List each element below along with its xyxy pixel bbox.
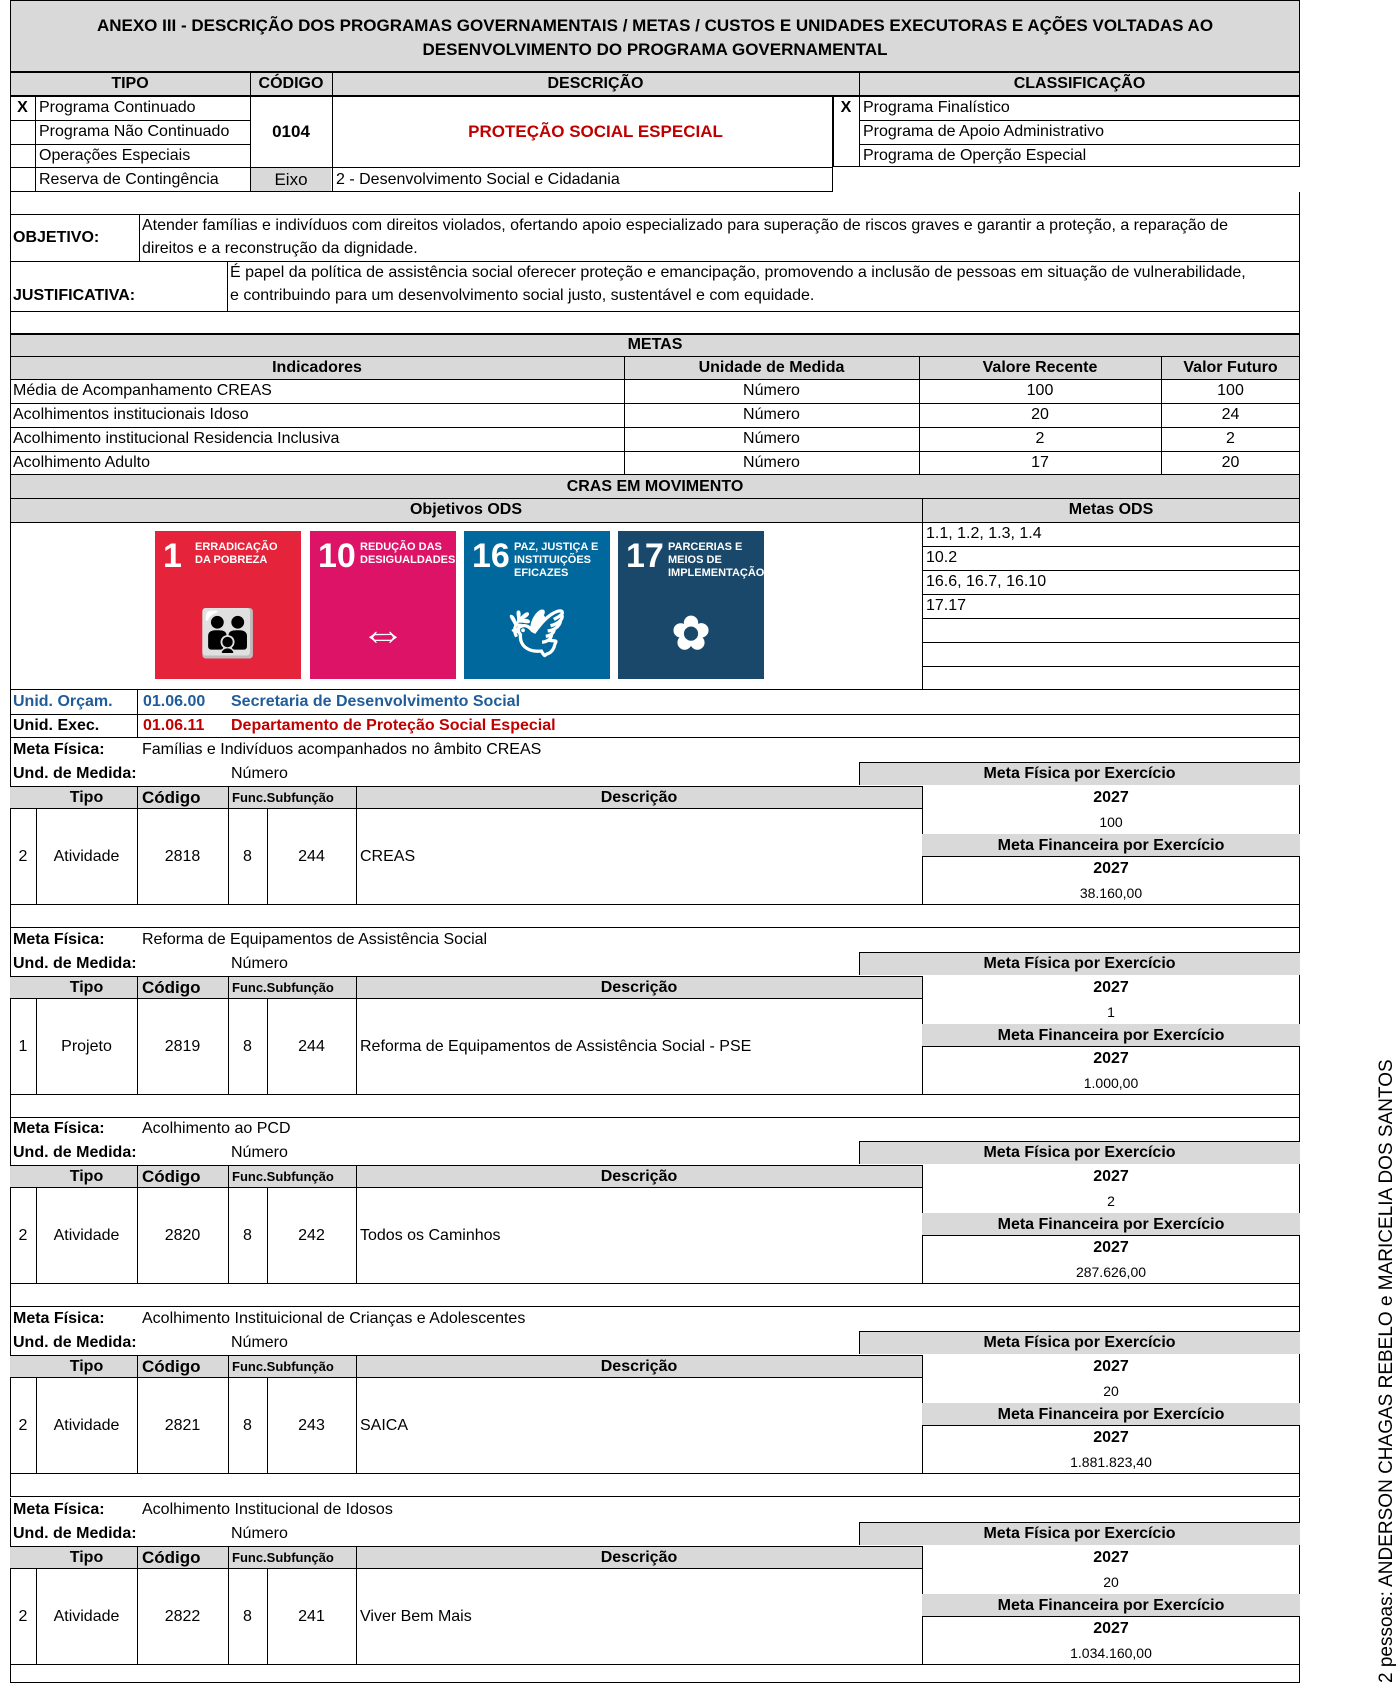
action-tipo: Projeto (61, 1037, 112, 1055)
metas-row-4-indicador: Acolhimento Adulto (13, 454, 150, 471)
meta-financeira-exercicio-label: Meta Financeira por Exercício (997, 836, 1225, 854)
action-codigo: 2819 (164, 1037, 201, 1055)
col-func-sub: Func.Subfunção (232, 980, 334, 995)
meta-fisica-value: Acolhimento Instituicional de Crianças e Adolescentes (142, 1310, 526, 1327)
meta-fisica-label: Meta Física: (13, 931, 105, 948)
meta-financeira-valor: 1.881.823,40 (1070, 1453, 1152, 1470)
action-descricao: Viver Bem Mais (360, 1607, 472, 1625)
unid-orcam-code: 01.06.00 (143, 693, 206, 710)
meta-financeira-valor: 1.000,00 (1083, 1074, 1139, 1091)
family-icon: 👪 (199, 606, 257, 659)
objetivo-line-2: direitos e a reconstrução da dignidade. (142, 240, 418, 257)
sdg-10-number: 10 (318, 537, 356, 575)
justificativa-label: JUSTIFICATIVA: (13, 287, 136, 304)
action-tipo: Atividade (53, 1416, 120, 1434)
class-option-1: Programa Finalístico (863, 99, 1010, 116)
justificativa-line-2: e contribuindo para um desenvolvimento social justo, sustentável e com equidade. (230, 287, 815, 304)
unid-orcam-label: Unid. Orçam. (13, 693, 113, 710)
cras-title: CRAS EM MOVIMENTO (566, 477, 744, 495)
metas-row-3-unidade: Número (743, 430, 800, 447)
col-descricao: Descrição (600, 1548, 678, 1566)
col-tipo: Tipo (69, 1548, 104, 1566)
meta-fisica-valor: 20 (1103, 1574, 1119, 1590)
unid-exec-label: Unid. Exec. (13, 717, 100, 734)
sdg-16-label: PAZ, JUSTIÇA E INSTITUIÇÕES EFICAZES (514, 541, 599, 579)
action-func: 8 (243, 1037, 252, 1055)
sdg-10 (310, 531, 456, 679)
action-tipo: Atividade (53, 1607, 120, 1625)
meta-fisica-exercicio-label: Meta Física por Exercício (983, 955, 1176, 972)
metas-row-1-recente: 100 (1026, 382, 1054, 399)
meta-fisica-label: Meta Física: (13, 1501, 105, 1518)
tipo-mark-1: X (17, 99, 28, 116)
col-codigo: Código (142, 1547, 201, 1567)
sdg-16 (464, 531, 610, 679)
metas-row-2-recente: 20 (1031, 406, 1049, 423)
metas-col-unidade: Unidade de Medida (698, 358, 845, 376)
metas-row-3-indicador: Acolhimento institucional Residencia Inclusiva (13, 430, 340, 447)
action-n: 1 (18, 1037, 28, 1055)
col-descricao: Descrição (600, 978, 678, 996)
action-subfuncao: 244 (298, 1037, 325, 1055)
action-descricao: CREAS (360, 847, 416, 865)
meta-fisica-valor: 20 (1103, 1383, 1119, 1399)
tipo-option-3: Operações Especiais (39, 146, 191, 164)
tipo-mark-2 (10, 120, 35, 144)
unid-exec-code: 01.06.11 (143, 717, 205, 734)
eixo-value: 2 - Desenvolvimento Social e Cidadania (336, 170, 620, 188)
metas-ods-1: 1.1, 1.2, 1.3, 1.4 (926, 525, 1042, 542)
action-codigo: 2822 (164, 1607, 201, 1625)
rings-icon: ✿ (671, 607, 711, 659)
meta-fisica-exercicio-label: Meta Física por Exercício (983, 1144, 1176, 1161)
header-classificacao: CLASSIFICAÇÃO (1013, 75, 1146, 92)
meta-fisica-value: Reforma de Equipamentos de Assistência Social (142, 931, 488, 948)
action-codigo: 2821 (164, 1416, 201, 1434)
title-line-1: ANEXO III - DESCRIÇÃO DOS PROGRAMAS GOVERNAMENTAIS / METAS / CUSTOS E UNIDADES EXECUTORAS E AÇÕES VOLTADAS AO (96, 16, 1214, 35)
tipo-option-1: Programa Continuado (39, 99, 196, 116)
title-block (10, 0, 1300, 72)
tipo-mark-3 (10, 144, 35, 167)
meta-financeira-valor: 1.034.160,00 (1070, 1644, 1152, 1661)
meta-fisica-ano: 2027 (1093, 979, 1129, 996)
metas-col-indicadores: Indicadores (272, 358, 362, 376)
metas-ods-2: 10.2 (926, 549, 958, 566)
und-medida-value: Número (231, 765, 288, 782)
action-n: 2 (18, 1226, 28, 1244)
action-n: 2 (18, 1607, 28, 1625)
equality-icon: ⇔ (360, 607, 406, 659)
meta-financeira-valor: 38.160,00 (1079, 884, 1143, 901)
sdg-1-label: ERRADICAÇÃO DA POBREZA (195, 541, 278, 566)
meta-financeira-ano: 2027 (1093, 860, 1129, 877)
meta-fisica-value: Acolhimento Institucional de Idosos (142, 1501, 393, 1518)
meta-financeira-ano: 2027 (1093, 1620, 1129, 1637)
metas-row-1-indicador: Média de Acompanhamento CREAS (13, 382, 272, 399)
meta-fisica-value: Famílias e Indivíduos acompanhados no âmbito CREAS (142, 741, 542, 758)
meta-fisica-ano: 2027 (1093, 789, 1129, 806)
meta-financeira-exercicio-label: Meta Financeira por Exercício (997, 1596, 1225, 1614)
metas-ods-label: Metas ODS (1068, 501, 1154, 518)
title-line-2: DESENVOLVIMENTO DO PROGRAMA GOVERNAMENTAL (422, 40, 888, 59)
program-name: PROTEÇÃO SOCIAL ESPECIAL (468, 121, 723, 141)
meta-fisica-value: Acolhimento ao PCD (142, 1120, 291, 1137)
sdg-17-number: 17 (626, 537, 664, 575)
col-func-sub: Func.Subfunção (232, 1169, 334, 1184)
und-medida-label: Und. de Medida: (13, 1144, 137, 1161)
und-medida-label: Und. de Medida: (13, 955, 137, 972)
action-subfuncao: 241 (298, 1607, 325, 1625)
und-medida-value: Número (231, 955, 288, 972)
col-descricao: Descrição (600, 1357, 678, 1375)
class-mark-3 (833, 144, 859, 167)
sdg-16-number: 16 (472, 537, 510, 575)
metas-row-2-futuro: 24 (1221, 406, 1240, 423)
action-func: 8 (243, 1416, 252, 1434)
action-codigo: 2818 (164, 847, 201, 865)
col-codigo: Código (142, 1166, 201, 1186)
dove-icon: 🕊 (507, 606, 567, 659)
meta-financeira-ano: 2027 (1093, 1239, 1129, 1256)
metas-ods-3: 16.6, 16.7, 16.10 (926, 573, 1047, 590)
metas-row-3-recente: 2 (1035, 430, 1045, 447)
action-descricao: SAICA (360, 1416, 409, 1434)
col-descricao: Descrição (600, 788, 678, 806)
action-func: 8 (243, 1607, 252, 1625)
col-func-sub: Func.Subfunção (232, 1359, 334, 1374)
objetivo-line-1: Atender famílias e indivíduos com direitos violados, ofertando apoio especializado para superação de riscos graves e garantir a proteção, a reparação de (142, 217, 1228, 234)
meta-financeira-exercicio-label: Meta Financeira por Exercício (997, 1026, 1225, 1044)
action-subfuncao: 242 (298, 1226, 325, 1244)
meta-financeira-ano: 2027 (1093, 1429, 1129, 1446)
meta-financeira-exercicio-label: Meta Financeira por Exercício (997, 1405, 1225, 1423)
action-subfuncao: 243 (298, 1416, 325, 1434)
eixo-label: Eixo (274, 169, 308, 189)
action-tipo: Atividade (53, 1226, 120, 1244)
meta-fisica-valor: 100 (1099, 814, 1123, 830)
action-func: 8 (243, 847, 252, 865)
class-mark-1: X (840, 99, 852, 116)
tipo-option-4: Reserva de Contingência (39, 170, 219, 188)
header-tipo: TIPO (111, 75, 149, 92)
class-mark-2 (833, 120, 859, 144)
col-codigo: Código (142, 977, 201, 997)
action-descricao: Reforma de Equipamentos de Assistência Social - PSE (360, 1037, 752, 1055)
objetivos-ods-label: Objetivos ODS (409, 501, 523, 518)
metas-col-recente: Valore Recente (982, 358, 1098, 376)
und-medida-value: Número (231, 1525, 288, 1542)
und-medida-label: Und. de Medida: (13, 1525, 137, 1542)
col-descricao: Descrição (600, 1167, 678, 1185)
meta-fisica-valor: 1 (1107, 1004, 1115, 1020)
meta-fisica-valor: 2 (1107, 1193, 1115, 1209)
meta-financeira-valor: 287.626,00 (1075, 1263, 1147, 1280)
meta-fisica-exercicio-label: Meta Física por Exercício (983, 1525, 1176, 1542)
und-medida-label: Und. de Medida: (13, 765, 137, 782)
metas-row-2-indicador: Acolhimentos institucionais Idoso (13, 406, 249, 423)
unid-exec-name: Departamento de Proteção Social Especial (231, 717, 556, 734)
col-func-sub: Func.Subfunção (232, 790, 334, 805)
action-subfuncao: 244 (298, 847, 325, 865)
objetivo-label: OBJETIVO: (13, 228, 100, 246)
tipo-mark-4 (10, 167, 35, 192)
metas-row-3-futuro: 2 (1226, 430, 1235, 447)
col-tipo: Tipo (69, 788, 104, 806)
meta-fisica-ano: 2027 (1093, 1358, 1129, 1375)
justificativa-line-1: É papel da política de assistência social oferecer proteção e emancipação, promovendo a inclusão de pessoas em situação de vulnerabilidade, (230, 264, 1246, 281)
header-descricao: DESCRIÇÃO (547, 75, 644, 92)
metas-title: METAS (627, 336, 683, 353)
metas-col-futuro: Valor Futuro (1183, 358, 1278, 376)
metas-row-2-unidade: Número (743, 406, 800, 423)
metas-ods-4: 17.17 (926, 597, 967, 614)
meta-fisica-ano: 2027 (1093, 1549, 1129, 1566)
action-descricao: Todos os Caminhos (360, 1226, 501, 1244)
action-codigo: 2820 (164, 1226, 201, 1244)
sdg-1 (155, 531, 301, 679)
meta-financeira-exercicio-label: Meta Financeira por Exercício (997, 1215, 1225, 1233)
sdg-10-label: REDUÇÃO DAS DESIGUALDADES (360, 541, 456, 566)
col-tipo: Tipo (69, 978, 104, 996)
col-tipo: Tipo (69, 1167, 104, 1185)
metas-row-1-unidade: Número (743, 382, 800, 399)
action-n: 2 (18, 1416, 28, 1434)
meta-fisica-exercicio-label: Meta Física por Exercício (983, 765, 1176, 782)
meta-fisica-exercicio-label: Meta Física por Exercício (983, 1334, 1176, 1351)
meta-fisica-label: Meta Física: (13, 741, 105, 758)
und-medida-label: Und. de Medida: (13, 1334, 137, 1351)
col-func-sub: Func.Subfunção (232, 1550, 334, 1565)
action-tipo: Atividade (53, 847, 120, 865)
class-option-3: Programa de Operção Especial (863, 146, 1087, 164)
metas-row-4-unidade: Número (743, 454, 800, 471)
program-code: 0104 (272, 121, 310, 141)
meta-fisica-ano: 2027 (1093, 1168, 1129, 1185)
metas-row-1-futuro: 100 (1217, 382, 1244, 399)
col-codigo: Código (142, 1356, 201, 1376)
meta-fisica-label: Meta Física: (13, 1120, 105, 1137)
metas-row-4-recente: 17 (1031, 454, 1049, 471)
col-codigo: Código (142, 787, 201, 807)
sdg-17-label: PARCERIAS E MEIOS DE IMPLEMENTAÇÃO (668, 541, 765, 579)
action-func: 8 (243, 1226, 252, 1244)
sdg-17 (618, 531, 764, 679)
tipo-option-2: Programa Não Continuado (39, 123, 230, 140)
und-medida-value: Número (231, 1144, 288, 1161)
sdg-1-number: 1 (163, 537, 182, 575)
meta-financeira-ano: 2027 (1093, 1050, 1129, 1067)
und-medida-value: Número (231, 1334, 288, 1351)
meta-fisica-label: Meta Física: (13, 1310, 105, 1327)
header-codigo: CÓDIGO (258, 75, 324, 92)
signature-side-text: 2 pessoas: ANDERSON CHAGAS REBELO e MARICELIA DOS SANTOS (1376, 1059, 1397, 1683)
class-option-2: Programa de Apoio Administrativo (863, 123, 1105, 140)
metas-row-4-futuro: 20 (1221, 454, 1240, 471)
col-tipo: Tipo (69, 1357, 104, 1375)
unid-orcam-name: Secretaria de Desenvolvimento Social (231, 693, 521, 710)
action-n: 2 (18, 847, 28, 865)
